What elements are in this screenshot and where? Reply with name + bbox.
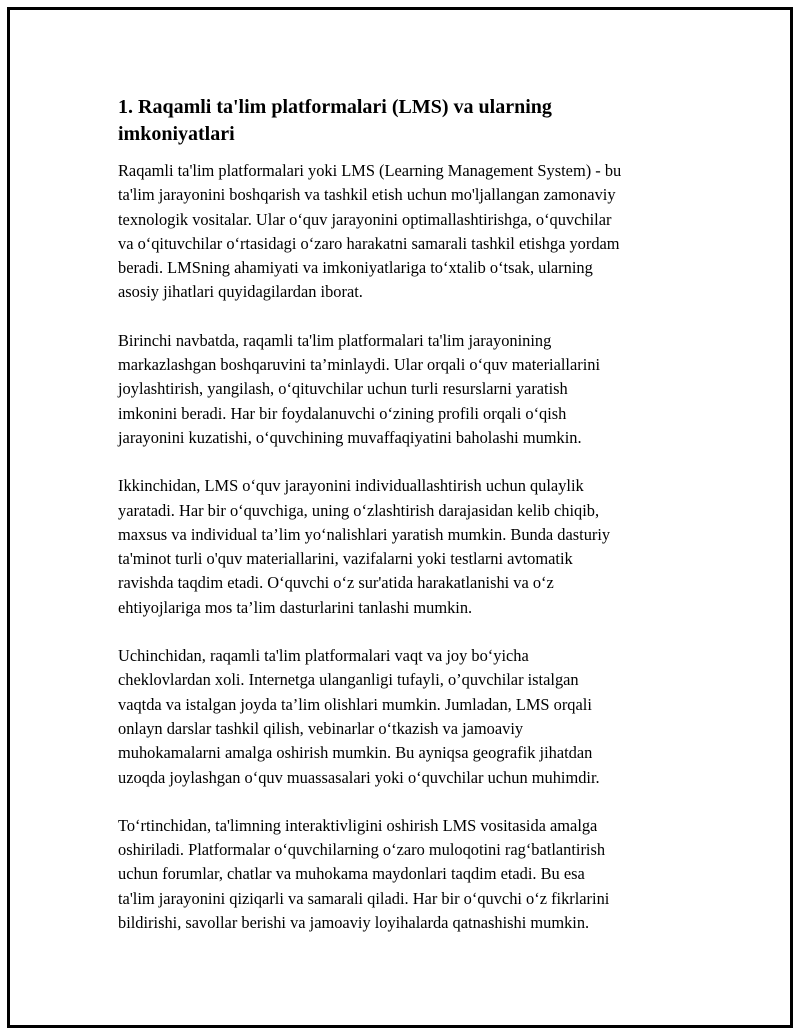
- text-line: onlayn darslar tashkil qilish, vebinarlar o‘tkazish va jamoaviy: [118, 718, 524, 738]
- text-line: asosiy jihatlari quyidagilardan iborat.: [118, 282, 363, 302]
- text-line: ta'minot turli o'quv materiallarini, vazifalarni yoki testlarni avtomatik: [118, 549, 573, 569]
- text-line: To‘rtinchidan, ta'limning interaktivligini oshirish LMS vositasida amalga: [118, 815, 598, 835]
- text-line: ravishda taqdim etadi. O‘quvchi o‘z sur'atida harakatlanishi va o‘z: [118, 573, 554, 593]
- text-line: vaqtda va istalgan joyda ta’lim olishlari mumkin. Jumladan, LMS orqali: [118, 694, 592, 714]
- text-line: cheklovlardan xoli. Internetga ulanganligi tufayli, o’quvchilar istalgan: [118, 670, 579, 690]
- text-line: imkonini beradi. Har bir foydalanuvchi o‘zining profili orqali o‘qish: [118, 403, 567, 423]
- text-line: muhokamalarni amalga oshirish mumkin. Bu ayniqsa geografik jihatdan: [118, 743, 593, 763]
- paragraph-second: [118, 474, 690, 620]
- text-line: yaratadi. Har bir o‘quvchiga, uning o‘zlashtirish darajasidan kelib chiqib,: [118, 500, 600, 520]
- text-line: va o‘qituvchilar o‘rtasidagi o‘zaro harakatni samarali tashkil etishga yordam: [118, 233, 620, 253]
- text-line: markazlashgan boshqaruvini ta’minlaydi. Ular orqali o‘quv materiallarini: [118, 355, 601, 375]
- text-line: jarayonini kuzatishi, o‘quvchining muvaffaqiyatini baholashi mumkin.: [118, 427, 582, 447]
- document-body: [118, 94, 690, 959]
- paragraph-intro: [118, 159, 690, 305]
- text-line: uchun forumlar, chatlar va muhokama maydonlari taqdim etadi. Bu esa: [118, 864, 585, 884]
- paragraph-fourth: [118, 814, 690, 935]
- text-line: maxsus va individual ta’lim yo‘nalishlari yaratish mumkin. Bunda dasturiy: [118, 524, 611, 544]
- text-line: texnologik vositalar. Ular o‘quv jarayonini optimallashtirishga, o‘quvchilar: [118, 209, 612, 229]
- text-line: beradi. LMSning ahamiyati va imkoniyatlariga to‘xtalib o‘tsak, ularning: [118, 258, 593, 278]
- text-line: ta'lim jarayonini boshqarish va tashkil etish uchun mo'ljallangan zamonaviy: [118, 185, 616, 205]
- text-line: Birinchi navbatda, raqamli ta'lim platformalari ta'lim jarayonining: [118, 330, 552, 350]
- text-line: joylashtirish, yangilash, o‘qituvchilar uchun turli resurslarni yaratish: [118, 379, 568, 399]
- section-heading: [118, 94, 690, 148]
- text-line: Raqamli ta'lim platformalari yoki LMS (Learning Management System) - bu: [118, 161, 622, 180]
- text-line: bildirishi, savollar berishi va jamoaviy loyihalarda qatnashishi mumkin.: [118, 913, 590, 933]
- text-line: Ikkinchidan, LMS o‘quv jarayonini individuallashtirish uchun qulaylik: [118, 476, 584, 496]
- paragraph-first: [118, 329, 690, 450]
- text-line: uzoqda joylashgan o‘quv muassasalari yoki o‘quvchilar uchun muhimdir.: [118, 767, 600, 787]
- heading-line: 1. Raqamli ta'lim platformalari (LMS) va ularning: [118, 96, 552, 118]
- text-line: Uchinchidan, raqamli ta'lim platformalari vaqt va joy bo‘yicha: [118, 646, 529, 666]
- paragraph-third: [118, 644, 690, 790]
- text-line: oshiriladi. Platformalar o‘quvchilarning o‘zaro muloqotini rag‘batlantirish: [118, 840, 606, 860]
- heading-line: imkoniyatlari: [118, 123, 235, 145]
- text-line: ta'lim jarayonini qiziqarli va samarali qiladi. Har bir o‘quvchi o‘z fikrlarini: [118, 888, 610, 908]
- text-line: ehtiyojlariga mos ta’lim dasturlarini tanlashi mumkin.: [118, 597, 473, 617]
